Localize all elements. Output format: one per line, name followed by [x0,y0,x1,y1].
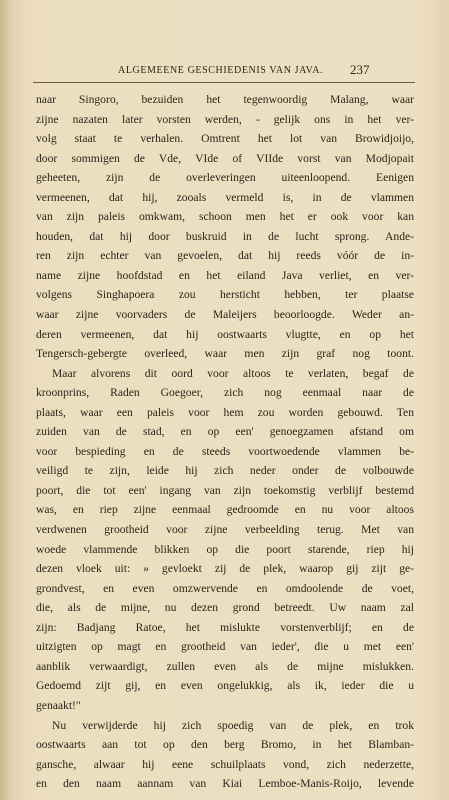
text-line: volgens Singhapoera zou hersticht hebben, ter plaatse [36,288,414,302]
text-line: name zijne hoofdstad en het eiland Java verliet, en ver- [36,268,414,282]
text-line: vermeenen, dat hij, zooals vermeld is, in de vlammen [36,190,414,204]
text-line: Nu verwijderde hij zich spoedig van de plek, en trok [52,718,414,732]
text-line: genaakt!" [36,698,81,712]
text-line: gansche, alwaar hij eene schuilplaats vond, zich nederzette, [36,757,414,771]
text-line: uitzigten op magt en grootheid van ieder', die u met een' [36,640,414,654]
text-line: zuiden van de stad, en op een' genoegzamen afstand om [36,425,414,439]
text-line: van zijn paleis omkwam, schoon men het er ook voor kan [36,210,414,224]
text-line: Gedoemd zijt gij, en even ongelukkig, als ik, ieder die u [36,679,414,693]
text-line: Maar alvorens dit oord voor altoos te verlaten, begaf de [52,366,414,380]
text-line: plaats, waar een paleis voor hem zou worden gebouwd. Ten [36,405,414,419]
text-line: dezen vloek uit: » gevloekt zij de plek, waarop gij zijt ge- [36,562,414,576]
running-title: ALGEMEENE GESCHIEDENIS VAN JAVA. [118,65,324,76]
text-line: kroonprins, Raden Goegoer, zich nog eenmaal naar de [36,386,414,400]
text-line: zijne nazaten later vorsten werden, - gelijk ons in het ver- [36,112,414,126]
page-number: 237 [350,62,370,77]
page-header [0,62,449,82]
text-line: ren zijn echter van gevoelen, dat hij reeds vóór de in- [36,249,414,263]
text-line: zijn: Badjang Ratoe, het mislukte vorstenverblijf; en de [36,620,414,634]
text-line: houden, dat hij door buskruid in de lucht sprong. Ande- [36,229,414,243]
text-line: woede vlammende blikken op die poort starende, riep hij [36,542,414,556]
text-line: die, als de mijne, nu dezen grond betreedt. Uw naam zal [36,601,414,615]
body-text [36,90,414,794]
text-line: grondvest, en even omzwervende en omdoolende de voet, [36,581,414,595]
header-rule [33,82,415,83]
text-line: was, en riep zijne eenmaal gedroomde en nu voor altoos [36,503,414,517]
text-line: Tengersch-gebergte overleed, waar men zijn graf nog toont. [36,347,414,361]
text-line: naar Singoro, bezuiden het tegenwoordig Malang, waar [36,93,414,106]
text-line: aanblik verwaardigt, zullen even als de mijne mislukken. [36,659,414,673]
text-line: veiligd te zijn, leide hij zich neder onder de volbouwde [36,464,414,478]
text-line: poort, die tot een' ingang van zijn toekomstig verblijf bestemd [36,483,414,497]
text-line: en den naam aannam van Kiai Lemboe-Manis-Roijo, levende [36,777,414,791]
text-line: volg staat te verhalen. Omtrent het lot van Browidjoijo, [36,132,414,146]
text-line: deren vermeenen, dat hij oostwaarts vlugtte, en op het [36,327,414,341]
text-line: door sommigen de Vde, VIde of VIIde vorst van Modjopait [36,151,414,165]
text-line: geheeten, zijn de overleveringen uiteenloopend. Eenigen [36,171,414,185]
text-line: voor bespieding en de steeds voortwoedende vlammen be- [36,444,414,458]
text-line: verdwenen grootheid voor zijne verbeelding terug. Met van [36,523,414,537]
text-line: oostwaarts aan tot op den berg Bromo, in het Blamban- [36,738,414,752]
text-line: waar zijne voorvaders de Maleijers beoorloogde. Weder an- [36,308,414,322]
